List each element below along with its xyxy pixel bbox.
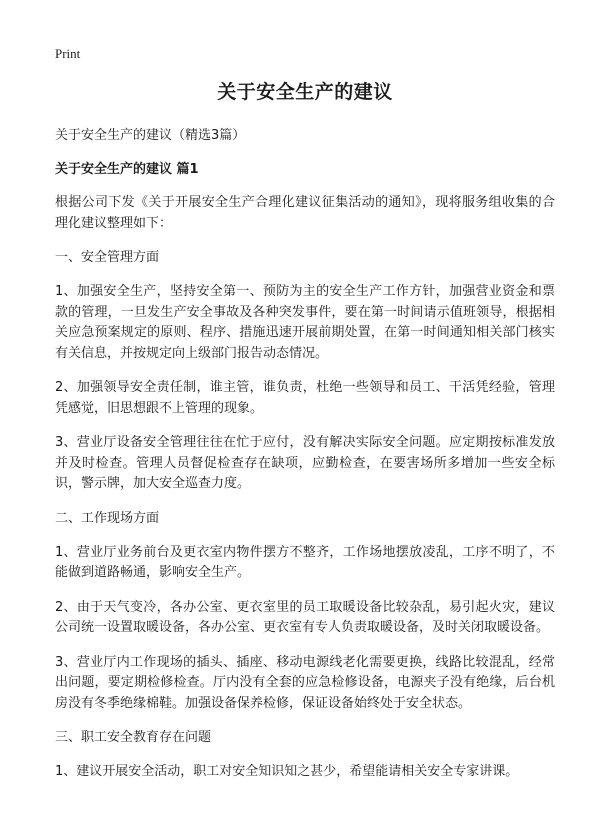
part2-item-1: 1、营业厅业务前台及更衣室内物件摆方不整齐，工作场地摆放凌乱，工序不明了，不能做到道路畅通，影响安全生产。	[55, 544, 555, 580]
part2-item-3: 3、营业厅内工作现场的插头、插座、移动电源线老化需要更换，线路比较混乱，经常出问题，要定期检修检查。厅内没有全套的应急检修设备，电源夹子没有绝缘，后台机房没有冬季绝缘棉鞋。加强设备保养检修，保证设备始终处于安全状态。	[55, 654, 555, 711]
part1-item-3: 3、营业厅设备安全管理往往在忙于应付，没有解决实际安全问题。应定期按标准发放并及时检查。管理人员督促检查存在缺项，应勤检查，在要害场所多增加一些安全标识，警示牌，加大安全巡查力度。	[55, 435, 555, 491]
section-heading: 关于安全生产的建议 篇1	[55, 162, 199, 177]
print-link[interactable]: Print	[55, 46, 81, 61]
part3-heading: 三、职工安全教育存在问题	[55, 730, 212, 745]
part3-item-1: 1、建议开展安全活动，职工对安全知识知之甚少，希望能请相关安全专家讲课。	[55, 764, 519, 779]
part2-heading: 二、工作现场方面	[55, 510, 160, 526]
part1-item-1: 1、加强安全生产，坚持安全第一、预防为主的安全生产工作方针，加强营业资金和票款的管理，一旦发生产安全事故及各种突发事件，要在第一时间请示值班领导，根据相关应急预案规定的原则、程序、措施迅速开展前期处置，在第一时间通知相关部门核实有关信息，并按规定向上级部门报告动态情况。	[55, 284, 555, 361]
part1-item-2: 2、加强领导安全责任制，谁主管，谁负责，杜绝一些领导和员工、干活凭经验，管理凭感觉，旧思想跟不上管理的现象。	[55, 380, 555, 416]
intro-paragraph: 根据公司下发《关于开展安全生产合理化建议征集活动的通知》，现将服务组收集的合理化建议整理如下：	[55, 195, 555, 231]
part2-item-2: 2、由于天气变冷，各办公室、更衣室里的员工取暖设备比较杂乱，易引起火灾，建议公司统一设置取暖设备，各办公室、更衣室有专人负责取暖设备，及时关闭取暖设备。	[55, 599, 555, 635]
document-subtitle: 关于安全生产的建议（精选3篇）	[55, 128, 246, 143]
document-body	[55, 78, 555, 797]
part1-heading: 一、安全管理方面	[55, 250, 160, 265]
page-title: 关于安全生产的建议	[217, 81, 393, 103]
